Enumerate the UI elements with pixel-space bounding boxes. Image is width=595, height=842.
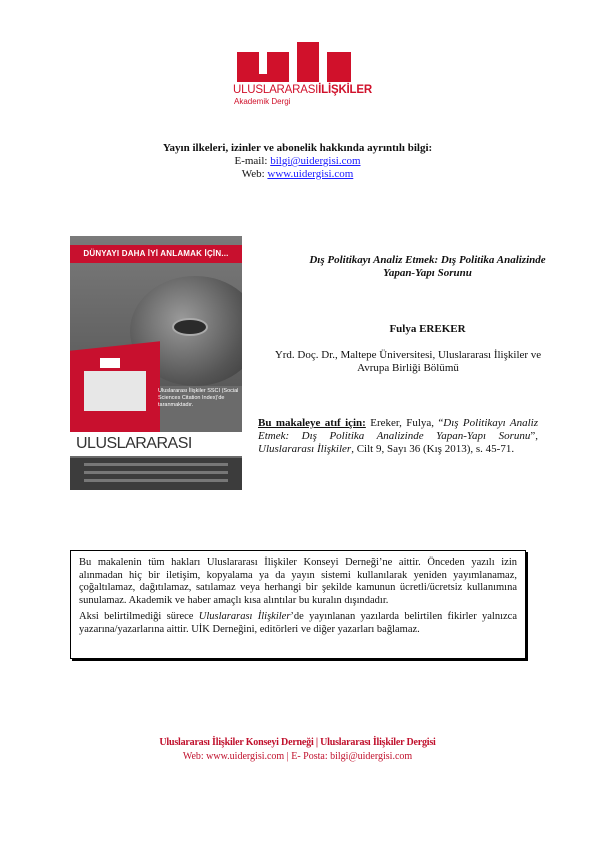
info-web-line: Web: www.uidergisi.com	[241, 168, 354, 180]
info-heading: Yayın ilkeleri, izinler ve abonelik hakkında ayrıntılı bilgi:	[162, 142, 433, 154]
disclaimer-paragraph: Aksi belirtilmediği sürece Uluslararası İlişkiler’de yayınlanan yazılarda belirtilen fikirler yalnızca yazarına/yazarlarına aittir. UİK Derneğini, editörleri ve diğer yazarları bağlamaz.	[79, 611, 517, 635]
eye-icon	[172, 318, 208, 336]
cover-title: ULUSLARARASI	[70, 432, 242, 456]
footer-organization: Uluslararası İlişkiler Konseyi Derneği | Uluslararası İlişkiler Dergisi	[159, 737, 436, 748]
logo-mark-icon	[237, 42, 357, 82]
footer-contact: Web: www.uidergisi.com | E- Posta: bilgi@uidergisi.com	[182, 751, 413, 762]
article-title: Dış Politikayı Analiz Etmek: Dış Politika Analizinde Yapan-Yapı Sorunu	[309, 254, 546, 279]
publication-info	[0, 142, 595, 181]
author-affiliation: Yrd. Doç. Dr., Maltepe Üniversitesi, Uluslararası İlişkiler ve Avrupa Birliği Bölümü	[274, 349, 542, 374]
cover-ssci-text: Uluslararası İlişkiler SSCI (Social Sciences Citation Index)'de taranmaktadır.	[158, 388, 239, 408]
article-author: Fulya EREKER	[389, 323, 466, 335]
copyright-paragraph: Bu makalenin tüm hakları Uluslararası İlişkiler Konseyi Derneği’ne aittir. Önceden yazılı izin alınmadan hiç bir iletişim, kopyalama ya da yayın sistemi kullanılarak yeniden yayımlanamaz, çoğaltılamaz, dağıtılamaz, satılamaz veya herhangi bir şekilde kamunun ücretli/ücretsiz kullanımına sunulamaz. Akademik ve haber amaçlı kısa alıntılar bu kuralın dışındadır.	[79, 557, 517, 606]
cover-banner: DÜNYAYI DAHA İYİ ANLAMAK İÇİN...	[70, 245, 242, 263]
info-email-line: E-mail: bilgi@uidergisi.com	[234, 155, 361, 167]
journal-cover-image	[70, 236, 242, 490]
logo-subtitle: Akademik Dergi	[234, 97, 291, 106]
web-link[interactable]: www.uidergisi.com	[267, 168, 354, 180]
citation: Bu makaleye atıf için: Ereker, Fulya, “Dış Politikayı Analiz Etmek: Dış Politika Analizinde Yapan-Yapı Sorunu”, Uluslararası İlişkiler, Cilt 9, Sayı 36 (Kış 2013), s. 45-71.	[258, 417, 538, 455]
copyright-notice	[70, 550, 526, 659]
email-link[interactable]: bilgi@uidergisi.com	[270, 155, 361, 167]
journal-logo	[233, 42, 372, 112]
logo-name: ULUSLARARASIİLİŞKİLER	[233, 84, 372, 96]
